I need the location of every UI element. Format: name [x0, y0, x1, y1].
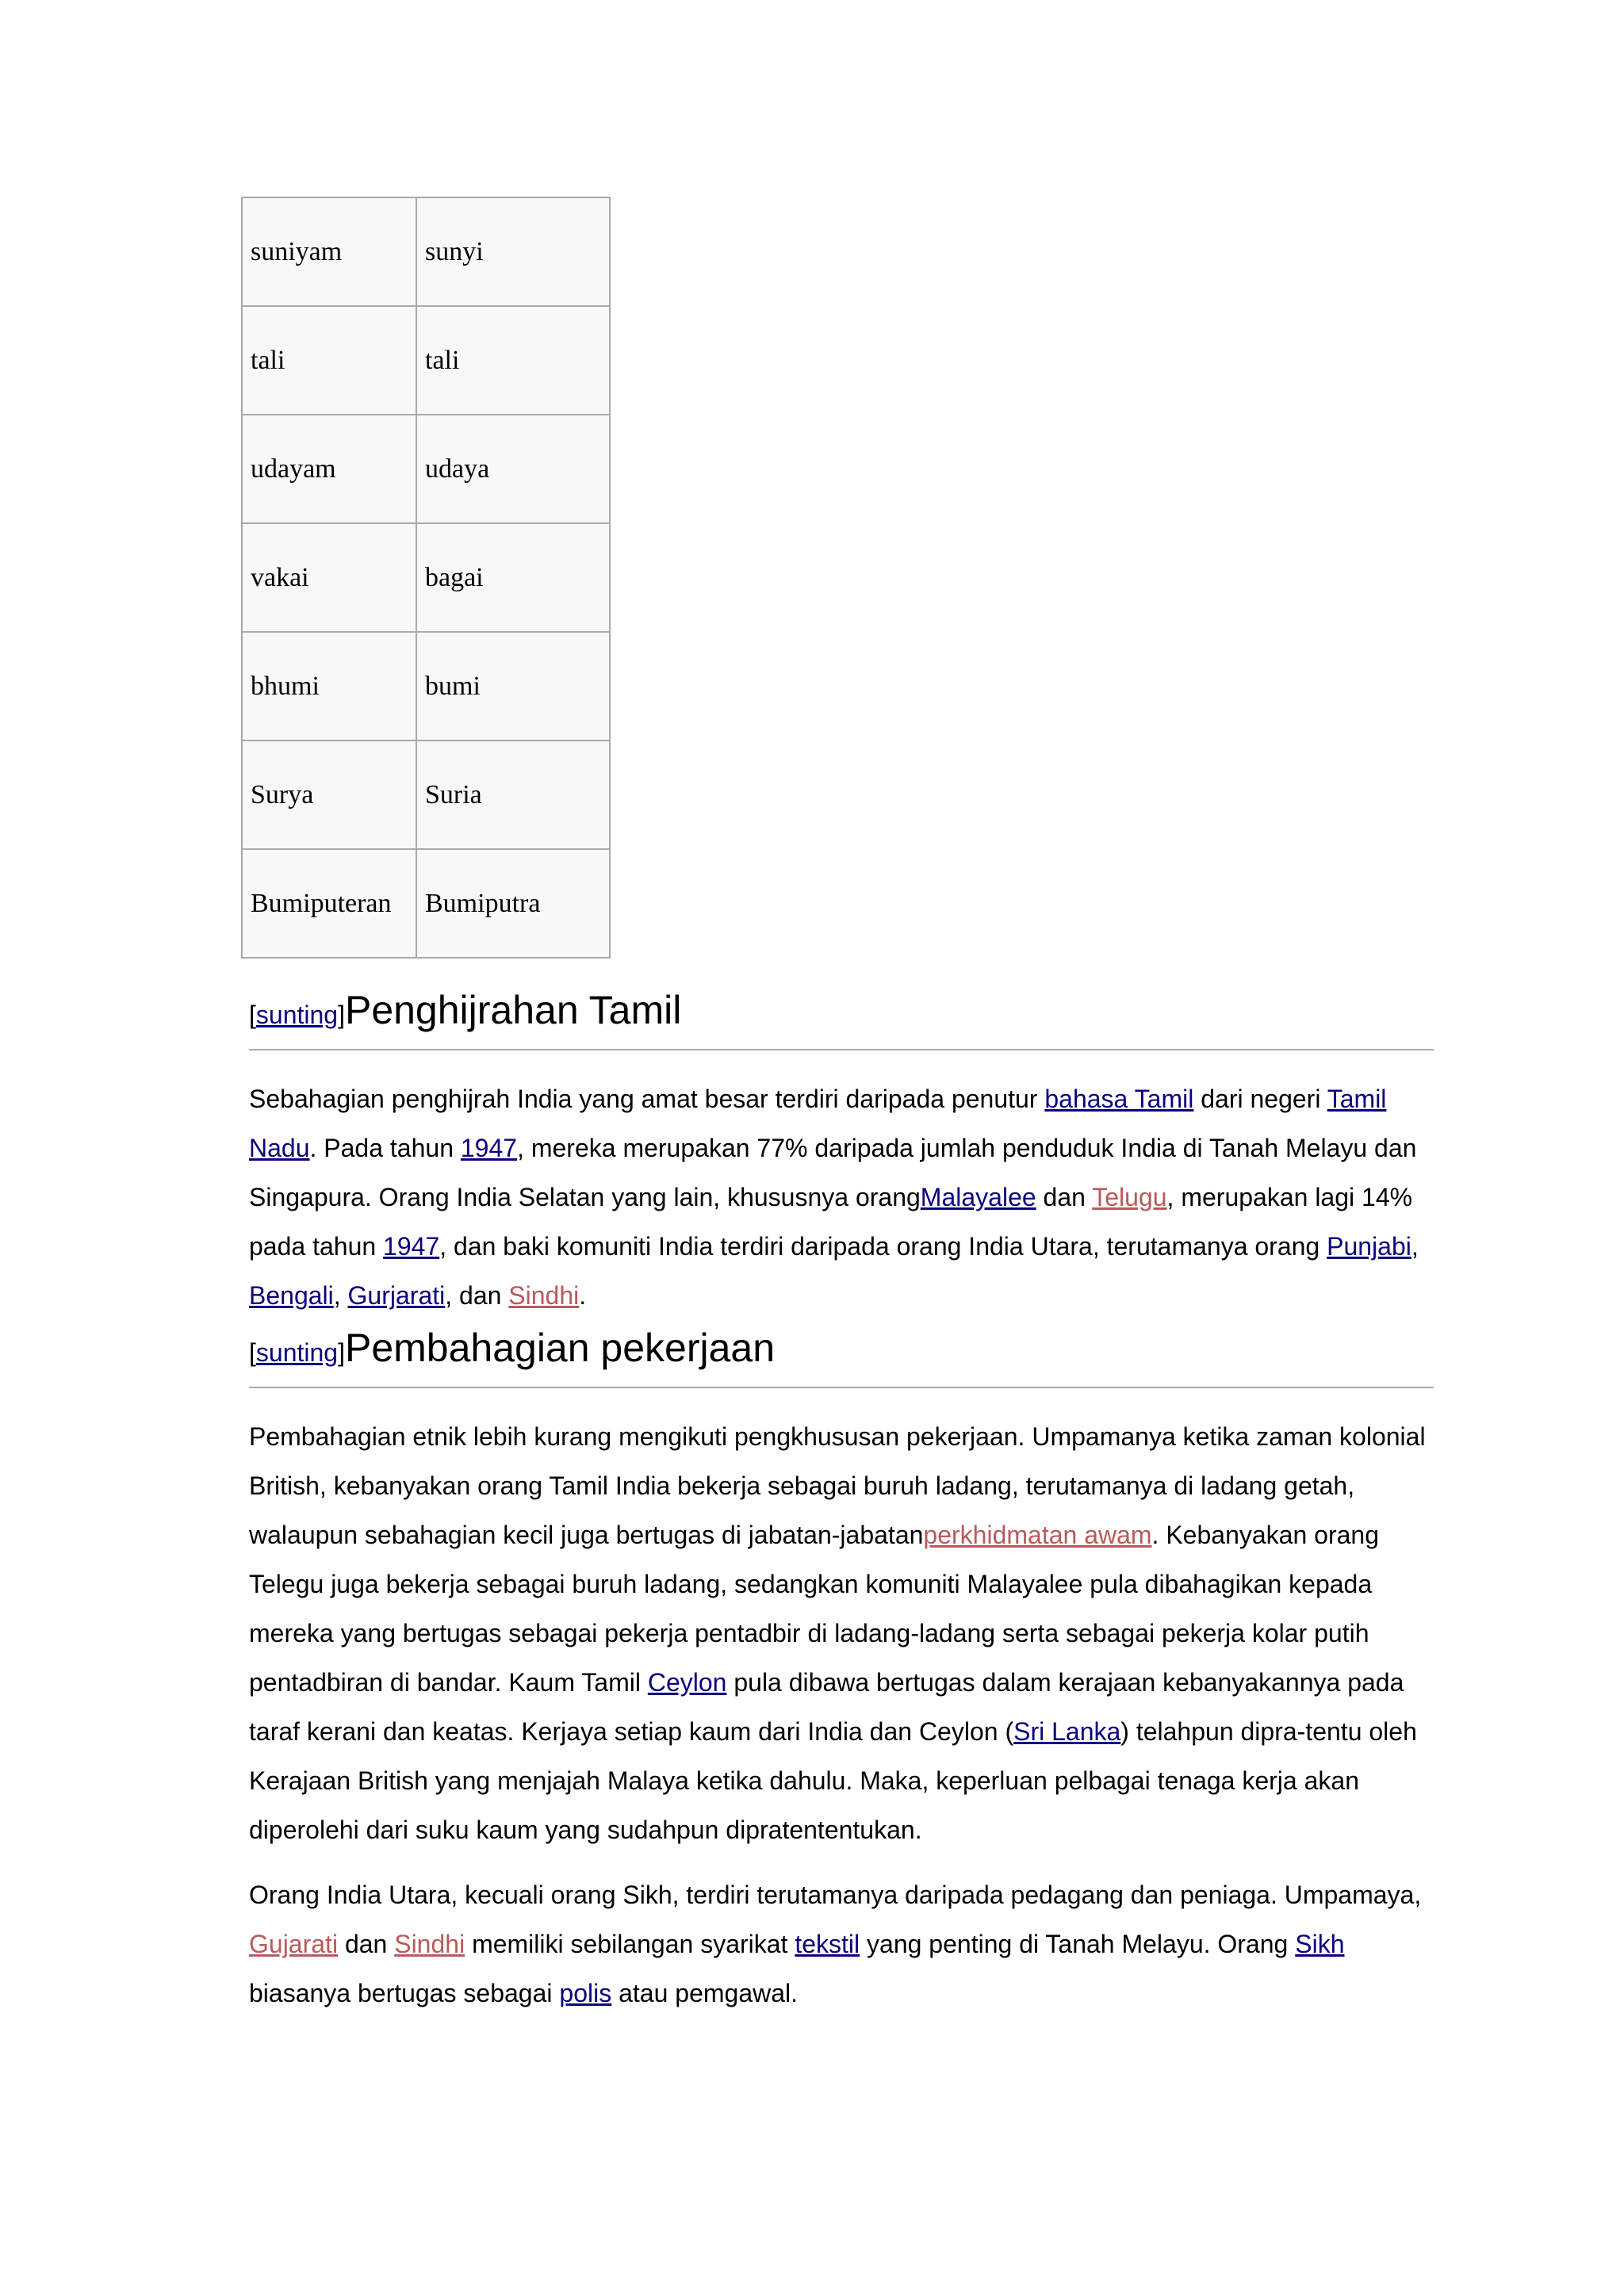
link-perkhidmatan-awam[interactable]: perkhidmatan awam	[923, 1521, 1152, 1549]
edit-link-wrapper: [sunting]	[249, 1001, 345, 1029]
text: . Pada tahun	[309, 1134, 461, 1162]
link-sindhi[interactable]: Sindhi	[394, 1930, 465, 1958]
table-row	[242, 306, 610, 415]
link-punjabi[interactable]: Punjabi	[1327, 1232, 1411, 1261]
paragraph	[249, 1412, 1434, 1854]
text: . Kebanyakan orang Telegu juga bekerja sebagai buruh ladang, sedangkan komuniti Malayalee pula dibahagikan kepada mereka yang bertugas sebagai pekerja pentadbir di ladang-ladang serta sebagai pekerja kolar putih pentadbiran di bandar. Kaum Tamil	[249, 1521, 1379, 1697]
malay-word-cell: udaya	[416, 415, 610, 523]
link-bengali[interactable]: Bengali	[249, 1281, 334, 1310]
table-row	[242, 415, 610, 523]
text: dan	[1036, 1183, 1093, 1211]
text: Pembahagian etnik lebih kurang mengikuti pengkhususan pekerjaan. Umpamanya ketika zaman kolonial British, kebanyakan orang Tamil India bekerja sebagai buruh ladang, terutamanya di ladang getah, walaupun sebahagian kecil juga bertugas di jabatan-jabatan	[249, 1422, 1426, 1549]
link-sikh[interactable]: Sikh	[1295, 1930, 1345, 1958]
text: ,	[333, 1281, 348, 1310]
text: yang penting di Tanah Melayu. Orang	[860, 1930, 1296, 1958]
text: biasanya bertugas sebagai	[249, 1979, 560, 2007]
text: ,	[1411, 1232, 1419, 1261]
table-row	[242, 632, 610, 740]
paragraph	[249, 1074, 1434, 1320]
malay-word-cell: Bumiputra	[416, 849, 610, 958]
link-telugu[interactable]: Telugu	[1092, 1183, 1167, 1211]
text: memiliki sebilangan syarikat	[465, 1930, 795, 1958]
tamil-word-cell: suniyam	[242, 197, 416, 306]
link-tekstil[interactable]: tekstil	[795, 1930, 860, 1958]
tamil-word-cell: Surya	[242, 740, 416, 849]
link-sindhi[interactable]: Sindhi	[508, 1281, 580, 1310]
malay-word-cell: sunyi	[416, 197, 610, 306]
malay-word-cell: Suria	[416, 740, 610, 849]
malay-word-cell: tali	[416, 306, 610, 415]
tamil-word-cell: bhumi	[242, 632, 416, 740]
text: , mereka merupakan 77% daripada jumlah penduduk India di Tanah Melayu dan Singapura. Orang India Selatan yang lain, khususnya orang	[249, 1134, 1417, 1211]
word-comparison-table	[241, 197, 611, 959]
text: , merupakan lagi 14% pada tahun	[249, 1183, 1413, 1261]
link-sri-lanka[interactable]: Sri Lanka	[1013, 1717, 1121, 1746]
text: dari negeri	[1193, 1085, 1327, 1113]
link-gujarati[interactable]: Gujarati	[249, 1930, 339, 1958]
link-bahasa-tamil[interactable]: bahasa Tamil	[1044, 1085, 1194, 1113]
edit-section-link[interactable]: sunting	[255, 1001, 339, 1029]
link-ceylon[interactable]: Ceylon	[647, 1668, 727, 1697]
text: dan	[338, 1930, 395, 1958]
link-tamil-nadu[interactable]: Tamil Nadu	[249, 1085, 1387, 1162]
tamil-word-cell: vakai	[242, 523, 416, 632]
text: .	[579, 1281, 587, 1310]
table-row	[242, 197, 610, 306]
paragraph	[249, 1870, 1434, 2018]
tamil-word-cell: Bumiputeran	[242, 849, 416, 958]
text: Orang India Utara, kecuali orang Sikh, terdiri terutamanya daripada pedagang dan peniaga. Umpamaya,	[249, 1881, 1422, 1909]
malay-word-cell: bumi	[416, 632, 610, 740]
malay-word-cell: bagai	[416, 523, 610, 632]
section-title: Penghijrahan Tamil	[344, 988, 682, 1032]
section-employment	[249, 1322, 1434, 2018]
edit-link-wrapper: [sunting]	[249, 1338, 345, 1367]
link-polis[interactable]: polis	[559, 1979, 612, 2007]
text: , dan	[445, 1281, 509, 1310]
tamil-word-cell: udayam	[242, 415, 416, 523]
section-title: Pembahagian pekerjaan	[344, 1326, 776, 1370]
section-heading	[249, 985, 1434, 1050]
table-row	[242, 523, 610, 632]
text: , dan baki komuniti India terdiri daripada orang India Utara, terutamanya orang	[439, 1232, 1327, 1261]
section-heading	[249, 1322, 1434, 1388]
table-row	[242, 849, 610, 958]
link-1947[interactable]: 1947	[460, 1134, 518, 1162]
table-row	[242, 740, 610, 849]
text: pula dibawa bertugas dalam kerajaan kebanyakannya pada taraf kerani dan keatas. Kerjaya setiap kaum dari India dan Ceylon (	[249, 1668, 1404, 1746]
link-gurjarati[interactable]: Gurjarati	[347, 1281, 446, 1310]
text: Sebahagian penghijrah India yang amat besar terdiri daripada penutur	[249, 1085, 1045, 1113]
link-malayalee[interactable]: Malayalee	[920, 1183, 1036, 1211]
edit-section-link[interactable]: sunting	[255, 1338, 339, 1367]
text: ) telahpun dipra-tentu oleh Kerajaan British yang menjajah Malaya ketika dahulu. Maka, keperluan pelbagai tenaga kerja akan diperolehi dari suku kaum yang sudahpun dipratententukan.	[249, 1717, 1417, 1844]
link-1947[interactable]: 1947	[383, 1232, 440, 1261]
section-migration	[249, 985, 1434, 1320]
tamil-word-cell: tali	[242, 306, 416, 415]
text: atau pemgawal.	[611, 1979, 799, 2007]
